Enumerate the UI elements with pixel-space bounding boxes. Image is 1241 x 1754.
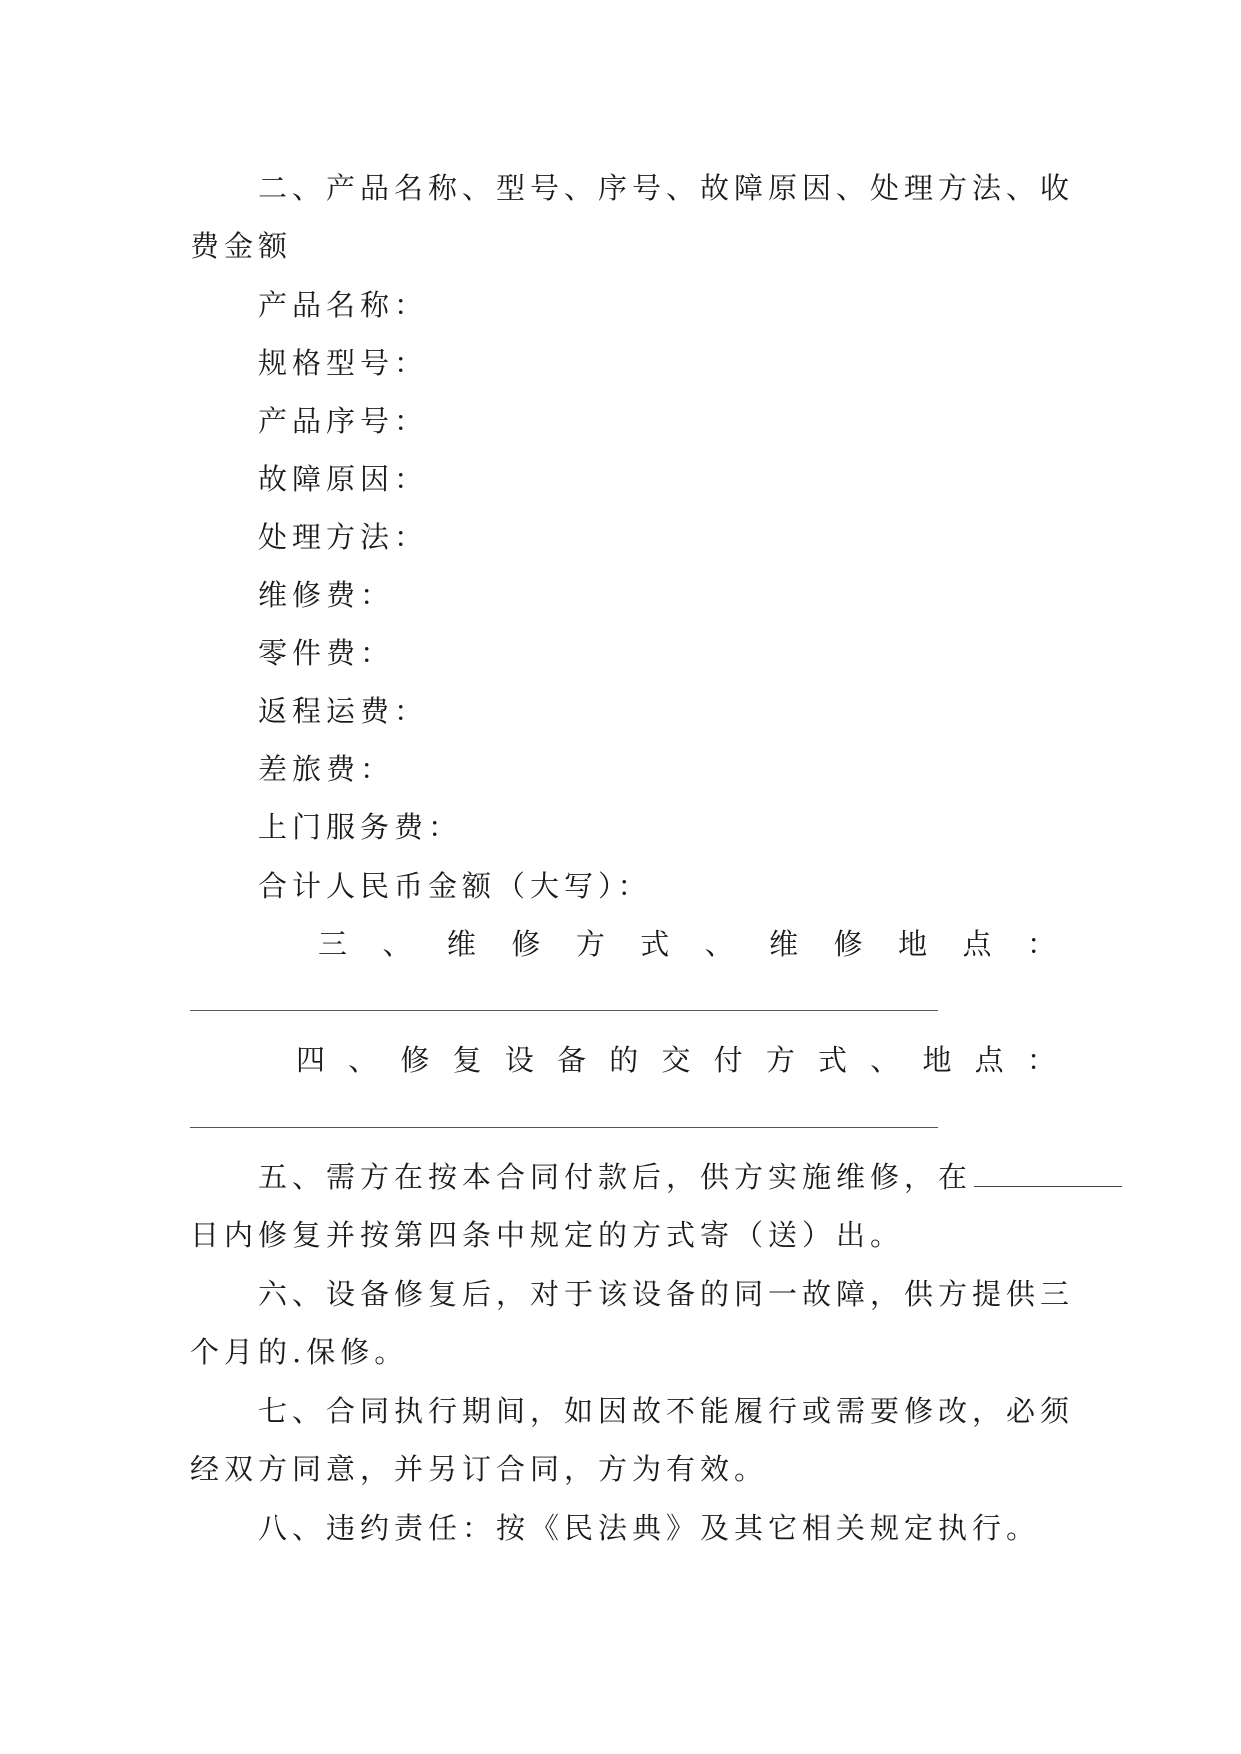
days-blank <box>974 1160 1122 1187</box>
section4-char: 式 <box>818 1043 848 1077</box>
section6-line2: 个月的.保修。 <box>190 1335 409 1369</box>
section4-fill-line <box>190 1127 938 1128</box>
section4-char: 、 <box>348 1043 378 1077</box>
section3-char: 三 <box>318 927 348 961</box>
section3-char: 、 <box>382 927 412 961</box>
section3-char: 修 <box>511 927 541 961</box>
section3-char: 修 <box>833 927 863 961</box>
section4-char: 、 <box>870 1043 900 1077</box>
field-fault-cause: 故障原因： <box>258 462 429 496</box>
section3-heading <box>318 924 1056 964</box>
section3-fill-line <box>190 1010 938 1011</box>
section4-char: 备 <box>557 1043 587 1077</box>
field-model: 规格型号： <box>258 346 429 380</box>
section4-char: 付 <box>713 1043 743 1077</box>
section3-char: 维 <box>769 927 799 961</box>
section7-line1: 七、合同执行期间，如因故不能履行或需要修改，必须 <box>258 1394 1075 1428</box>
section4-char: 方 <box>765 1043 795 1077</box>
section4-char: 修 <box>400 1043 430 1077</box>
section3-char: 维 <box>446 927 476 961</box>
field-repair-fee: 维修费： <box>258 578 395 612</box>
section8-line1: 八、违约责任：按《民法典》及其它相关规定执行。 <box>258 1511 1041 1545</box>
section2-heading-line2: 费金额 <box>190 229 293 263</box>
field-product-name: 产品名称： <box>258 288 429 322</box>
field-travel-fee: 差旅费： <box>258 752 395 786</box>
section4-char: 地 <box>922 1043 952 1077</box>
section3-char: 地 <box>898 927 928 961</box>
section4-char: ： <box>1026 1043 1056 1077</box>
section3-char: 式 <box>640 927 670 961</box>
section4-char: 四 <box>296 1043 326 1077</box>
section2-heading-line1: 二、产品名称、型号、序号、故障原因、处理方法、收 <box>258 171 1075 205</box>
section5-line1 <box>258 1157 1122 1197</box>
section3-char: ： <box>1026 927 1056 961</box>
section3-char: 、 <box>704 927 734 961</box>
section3-char: 方 <box>575 927 605 961</box>
section6-line1: 六、设备修复后，对于该设备的同一故障，供方提供三 <box>258 1277 1075 1311</box>
section4-char: 的 <box>609 1043 639 1077</box>
field-total-amount-uppercase: 合计人民币金额（大写）： <box>258 869 652 903</box>
section5-text: 五、需方在按本合同付款后，供方实施维修，在 <box>258 1160 973 1194</box>
field-handling-method: 处理方法： <box>258 520 429 554</box>
section3-char: 点 <box>962 927 992 961</box>
field-onsite-service-fee: 上门服务费： <box>258 810 463 844</box>
section7-line2: 经双方同意，并另订合同，方为有效。 <box>190 1452 769 1486</box>
field-return-shipping-fee: 返程运费： <box>258 694 429 728</box>
section4-heading <box>296 1040 1056 1080</box>
section5-line2: 日内修复并按第四条中规定的方式寄（送）出。 <box>190 1218 905 1252</box>
section4-char: 交 <box>661 1043 691 1077</box>
field-serial-number: 产品序号： <box>258 404 429 438</box>
field-parts-fee: 零件费： <box>258 636 395 670</box>
section4-char: 点 <box>974 1043 1004 1077</box>
section4-char: 复 <box>452 1043 482 1077</box>
section4-char: 设 <box>504 1043 534 1077</box>
